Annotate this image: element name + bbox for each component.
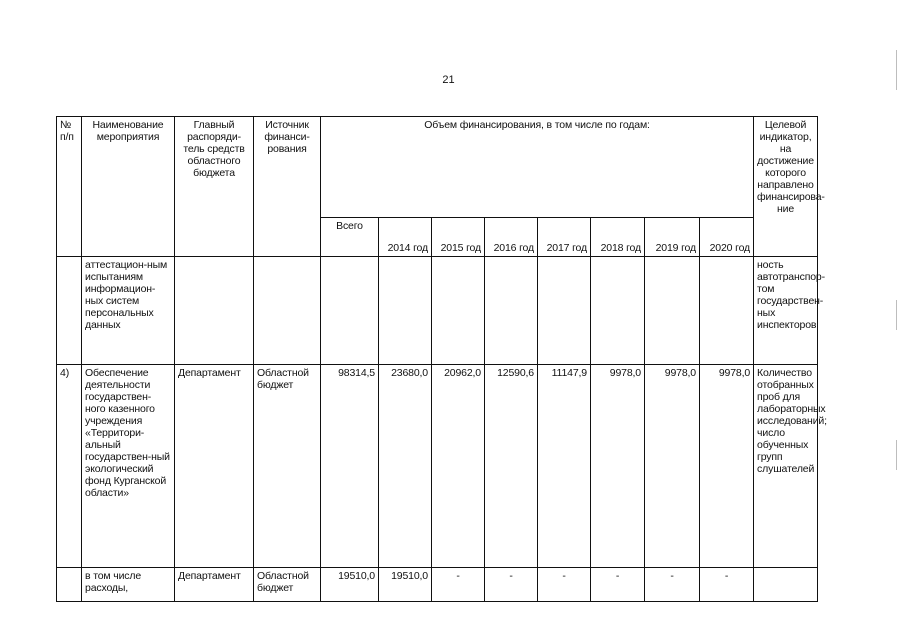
row-year-value: 20962,0 [432,365,485,568]
row-year-value: - [538,568,591,602]
row-year-value: - [645,568,700,602]
row-year-value [700,257,754,365]
header-measure: Наименование мероприятия [82,117,175,257]
row-indicator: Количество отобранных проб для лабораторных исследований; число обученных групп слушателей [754,365,818,568]
table-header-row [57,117,818,218]
row-source: Областной бюджет [254,365,321,568]
row-year-value [591,257,645,365]
row-manager: Департамент [175,568,254,602]
row-source [254,257,321,365]
header-year: 2014 год [379,218,432,257]
header-year: 2019 год [645,218,700,257]
row-measure: в том числе расходы, [82,568,175,602]
header-year: 2017 год [538,218,591,257]
page-number: 21 [442,74,455,86]
row-year-value: 12590,6 [485,365,538,568]
row-year-value: - [591,568,645,602]
row-year-value: 11147,9 [538,365,591,568]
row-measure: Обеспечение деятельности государствен-ного казенного учреждения «Территори-альный государствен-ный экологический фонд Курганской области» [82,365,175,568]
row-indicator: ность автотранспор-том государствен-ных инспекторов [754,257,818,365]
header-manager: Главный распоряди-тель средств областного бюджета [175,117,254,257]
row-year-value: 19510,0 [379,568,432,602]
header-indicator: Целевой индикатор, на достижение которого направлено финансирова-ние [754,117,818,257]
row-measure: аттестацион-ным испытаниям информацион-ных систем персональных данных [82,257,175,365]
scan-artifact [896,50,897,90]
row-year-value: - [432,568,485,602]
header-num: № п/п [57,117,82,257]
header-year: 2016 год [485,218,538,257]
row-year-value: 9978,0 [645,365,700,568]
financing-table [56,116,827,602]
row-num [57,257,82,365]
header-source: Источник финанси-рования [254,117,321,257]
row-manager [175,257,254,365]
row-num: 4) [57,365,82,568]
row-source: Областной бюджет [254,568,321,602]
row-year-value: 23680,0 [379,365,432,568]
row-indicator [754,568,818,602]
row-total [321,257,379,365]
row-year-value: 9978,0 [591,365,645,568]
table-row [57,568,818,602]
row-year-value [485,257,538,365]
row-year-value: 9978,0 [700,365,754,568]
scan-artifact [896,440,897,470]
header-year: 2018 год [591,218,645,257]
header-volume: Объем финансирования, в том числе по годам: [321,117,754,218]
row-total: 19510,0 [321,568,379,602]
row-manager: Департамент [175,365,254,568]
table-row [57,257,818,365]
header-total: Всего [321,218,379,257]
row-year-value [538,257,591,365]
row-year-value: - [700,568,754,602]
table-row [57,365,818,568]
header-year: 2015 год [432,218,485,257]
scan-artifact [896,300,897,330]
row-year-value [645,257,700,365]
row-year-value [379,257,432,365]
row-num [57,568,82,602]
row-total: 98314,5 [321,365,379,568]
header-year: 2020 год [700,218,754,257]
row-year-value: - [485,568,538,602]
row-year-value [432,257,485,365]
